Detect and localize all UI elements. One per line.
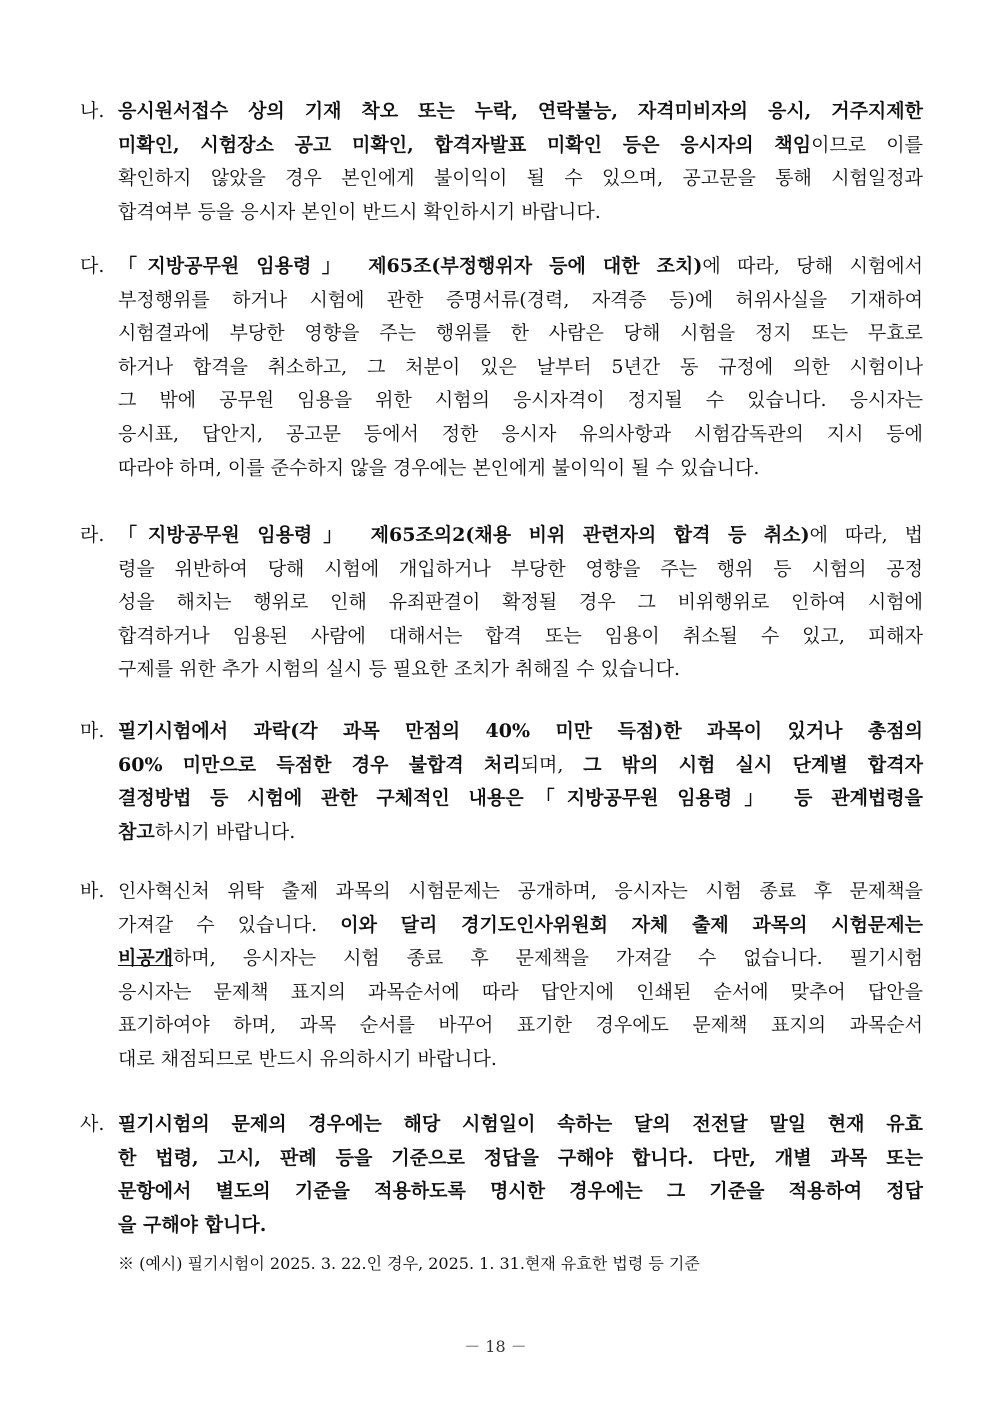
item-na-line (118, 95, 923, 128)
text-segment: 부정행위를 하거나 시험에 관한 증명서류(경력, 자격증 등)에 허위사실을 기재하여 (118, 288, 923, 311)
text-segment: 표기하여야 하며, 과목 순서를 바꾸어 표기한 경우에도 문제책 표지의 과목순서 (118, 1014, 923, 1037)
text-segment: 되며, (520, 753, 584, 776)
text-segment: 인사혁신처 위탁 출제 과목의 시험문제는 공개하며, 응시자는 시험 종료 후 문제책을 (118, 880, 923, 902)
item-ra-line (118, 653, 923, 686)
text-segment: 에 따라, 당해 시험에서 (702, 255, 923, 277)
item-na-line (118, 162, 923, 195)
item-ba-line (118, 909, 923, 942)
item-ba-line (118, 1043, 923, 1076)
text-segment: 이와 달리 경기도인사위원회 자체 출제 과목의 시험문제는 (340, 913, 923, 936)
text-segment: 하며, 응시자는 시험 종료 후 문제책을 가져갈 수 없습니다. 필기시험 (173, 947, 923, 970)
item-ma-line (118, 782, 923, 815)
item-ra-line (118, 519, 923, 552)
item-sa-line (118, 1142, 923, 1175)
item-ba-marker: 바. (80, 880, 105, 902)
item-ra-marker: 라. (80, 524, 105, 546)
item-da-marker: 다. (80, 255, 105, 277)
text-segment: 응시자는 문제책 표지의 과목순서에 따라 답안지에 인쇄된 순서에 맞추어 답안을 (118, 980, 923, 1003)
item-sa-line (118, 1175, 923, 1208)
item-da-line (118, 452, 923, 485)
text-segment: 을 구해야 합니다. (118, 1213, 267, 1236)
item-da-line (118, 250, 923, 283)
text-segment: 「지방공무원 임용령」 제65조의2(채용 비위 관련자의 합격 등 취소) (118, 524, 810, 546)
text-segment: 참고 (118, 820, 155, 843)
text-segment: 응시원서접수 상의 기재 착오 또는 누락, 연락불능, 자격미비자의 응시, 거주지제한 (118, 100, 923, 122)
text-segment: 확인하지 않았을 경우 본인에게 불이익이 될 수 있으며, 공고문을 통해 시험일정과 (118, 167, 923, 190)
item-sa-line (118, 1209, 923, 1242)
item-sa-line (118, 1108, 923, 1141)
text-segment: 필기시험의 문제의 경우에는 해당 시험일이 속하는 달의 전전달 말일 현재 유효 (118, 1113, 923, 1135)
item-da-line (118, 284, 923, 317)
text-segment: 따라야 하며, 이를 준수하지 않을 경우에는 본인에게 불이익이 될 수 있습니다. (118, 456, 760, 479)
text-segment: 문항에서 별도의 기준을 적용하도록 명시한 경우에는 그 기준을 적용하여 정답 (118, 1180, 923, 1203)
item-ba-line (118, 1009, 923, 1042)
text-segment: 비공개 (118, 947, 174, 970)
item-ba-line (118, 942, 923, 975)
item-ma-marker: 마. (80, 720, 105, 742)
text-segment: 60% 미만으로 득점한 경우 불합격 처리 (118, 753, 521, 776)
item-da-line (118, 384, 923, 417)
text-segment: 하거나 합격을 취소하고, 그 처분이 있은 날부터 5년간 동 규정에 의한 시험이나 (118, 355, 923, 378)
item-ma-line (118, 816, 923, 849)
text-segment: 시험결과에 부당한 영향을 주는 행위를 한 사람은 당해 시험을 정지 또는 무효로 (118, 322, 923, 345)
item-na-marker: 나. (80, 100, 105, 122)
text-segment: 결정방법 등 시험에 관한 구체적인 내용은「지방공무원 임용령」 등 관계법령을 (118, 787, 923, 810)
item-ma-line (118, 749, 923, 782)
item-da-line (118, 317, 923, 350)
item-ba-line (118, 976, 923, 1009)
text-segment: 합격여부 등을 응시자 본인이 반드시 확인하시기 바랍니다. (118, 200, 601, 223)
text-segment: 령을 위반하여 당해 시험에 개입하거나 부당한 영향을 주는 행위 등 시험의 공정 (118, 557, 923, 580)
item-ma-line (118, 715, 923, 748)
item-ba-line (118, 875, 923, 908)
item-na-line (118, 196, 923, 229)
item-ra-line (118, 586, 923, 619)
page-number: － 18 － (464, 1337, 527, 1356)
item-da-line (118, 418, 923, 451)
text-segment: 한 법령, 고시, 판례 등을 기준으로 정답을 구해야 합니다. 다만, 개별 과목 또는 (118, 1146, 923, 1169)
text-segment: 합격하거나 임용된 사람에 대해서는 합격 또는 임용이 취소될 수 있고, 피해자 (118, 624, 923, 647)
text-segment: 미확인, 시험장소 공고 미확인, 합격자발표 미확인 등은 응시자의 책임 (118, 133, 812, 156)
item-ra-line (118, 553, 923, 586)
text-segment: 「지방공무원 임용령」 제65조(부정행위자 등에 대한 조치) (118, 255, 703, 277)
item-da-line (118, 351, 923, 384)
example-note: ※ (예시) 필기시험이 2025. 3. 22.인 경우, 2025. 1. 31.현재 유효한 법령 등 기준 (118, 1254, 700, 1273)
text-segment: 구제를 위한 추가 시험의 실시 등 필요한 조치가 취해질 수 있습니다. (118, 658, 680, 681)
text-segment: 에 따라, 법 (809, 524, 923, 546)
text-segment: 가져갈 수 있습니다. (118, 913, 341, 936)
text-segment: 하시기 바랍니다. (154, 820, 296, 843)
item-na-line (118, 129, 923, 162)
text-segment: 필기시험에서 과락(각 과목 만점의 40% 미만 득점)한 과목이 있거나 총점의 (118, 720, 923, 742)
text-segment: 응시표, 답안지, 공고문 등에서 정한 응시자 유의사항과 시험감독관의 지시 등에 (118, 423, 923, 445)
text-segment: 그 밖에 공무원 임용을 위한 시험의 응시자격이 정지될 수 있습니다. 응시자는 (118, 389, 923, 412)
item-ra-line (118, 620, 923, 653)
item-sa-marker: 사. (80, 1113, 105, 1135)
text-segment: 성을 해치는 행위로 인해 유죄판결이 확정될 경우 그 비위행위로 인하여 시험에 (118, 591, 923, 614)
text-segment: 이므로 이를 (811, 133, 923, 156)
text-segment: 대로 채점되므로 반드시 유의하시기 바랍니다. (118, 1048, 497, 1070)
text-segment: 그 밖의 시험 실시 단계별 합격자 (583, 753, 923, 776)
